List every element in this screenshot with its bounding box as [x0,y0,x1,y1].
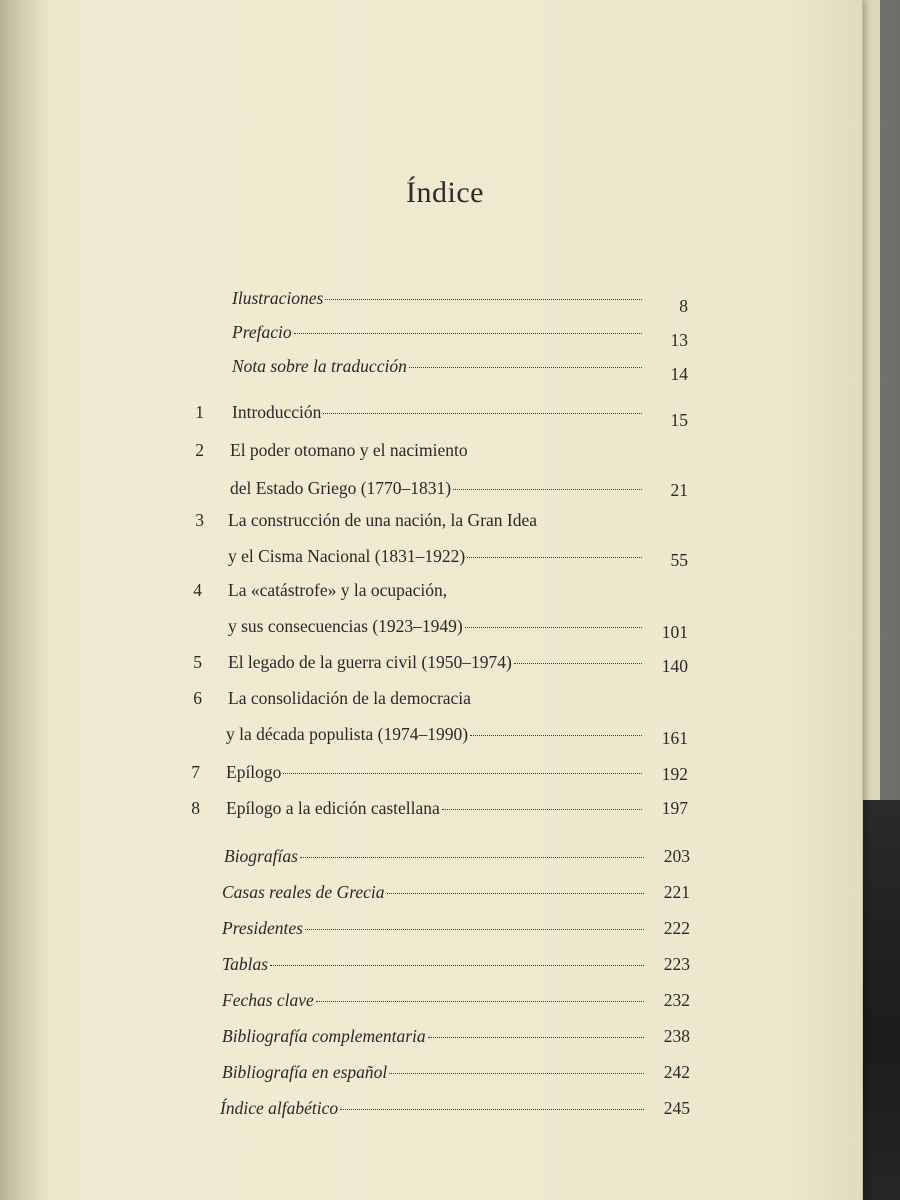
dot-leader [514,663,642,664]
dot-leader [387,893,645,894]
toc-label: Casas reales de Grecia [222,882,385,902]
toc-page: 222 [663,918,690,938]
toc-page: 8 [679,296,688,316]
toc-label: Tablas [222,954,269,974]
toc-label: Biografías [224,846,298,866]
toc-label: Bibliografía complementaria [222,1026,426,1046]
toc-page: 21 [670,480,688,500]
toc-page: 242 [663,1062,690,1082]
toc-label: Prefacio [232,322,292,342]
toc-label-line1: La construcción de una nación, la Gran Idea [228,510,538,530]
page-gutter [0,0,50,1200]
toc-page: 232 [663,990,690,1010]
toc-label-line2: y el Cisma Nacional (1831–1922) [228,546,466,566]
toc-page: 101 [661,622,688,642]
toc-label: El legado de la guerra civil (1950–1974) [228,652,512,672]
chapter-number: 2 [195,440,204,460]
toc-label: Fechas clave [222,990,314,1010]
toc-page: 13 [670,330,688,350]
chapter-number: 8 [191,798,200,818]
dot-leader [453,489,642,490]
dot-leader [409,367,642,368]
toc-page: 15 [670,410,688,430]
toc-label-line2: y la década populista (1974–1990) [226,724,469,744]
toc-label: Epílogo [226,762,282,782]
chapter-number: 4 [193,580,202,600]
dot-leader [467,557,642,558]
toc-label-line1: La consolidación de la democracia [228,688,471,708]
toc-page: 238 [663,1026,690,1046]
toc-label-line1: La «catástrofe» y la ocupación, [228,580,448,600]
toc-page: 161 [661,728,688,748]
dot-leader [428,1037,644,1038]
toc-page: 203 [663,846,690,866]
toc-page: 245 [663,1098,690,1118]
chapter-number: 1 [195,402,204,422]
toc-label-line1: El poder otomano y el nacimiento [230,440,468,460]
page-title: Índice [406,176,484,209]
toc-page: 55 [670,550,688,570]
dot-leader [389,1073,644,1074]
toc-label: Bibliografía en español [222,1062,388,1082]
dot-leader [294,333,642,334]
toc-label: Ilustraciones [232,288,324,308]
toc-label-line2: y sus consecuencias (1923–1949) [228,616,463,636]
chapter-number: 7 [191,762,200,782]
chapter-number: 5 [193,652,202,672]
toc-label: Presidentes [222,918,303,938]
dot-leader [323,413,642,414]
dot-leader [283,773,642,774]
dot-leader [465,627,642,628]
toc-page: 221 [663,882,690,902]
chapter-number: 6 [193,688,202,708]
toc-page: 14 [670,364,688,384]
dot-leader [316,1001,644,1002]
dot-leader [325,299,642,300]
dot-leader [340,1109,644,1110]
dot-leader [305,929,644,930]
toc-label: Índice alfabético [220,1098,339,1118]
toc-page: 192 [661,764,688,784]
toc-label: Nota sobre la traducción [232,356,407,376]
toc-page: 140 [661,656,688,676]
dot-leader [300,857,644,858]
toc-label: Epílogo a la edición castellana [226,798,440,818]
toc-label-line2: del Estado Griego (1770–1831) [230,478,452,498]
dot-leader [470,735,642,736]
toc-label: Introducción [232,402,322,422]
toc-page: 197 [661,798,688,818]
dot-leader [442,809,642,810]
toc-page: 223 [663,954,690,974]
chapter-number: 3 [195,510,204,530]
dot-leader [270,965,644,966]
